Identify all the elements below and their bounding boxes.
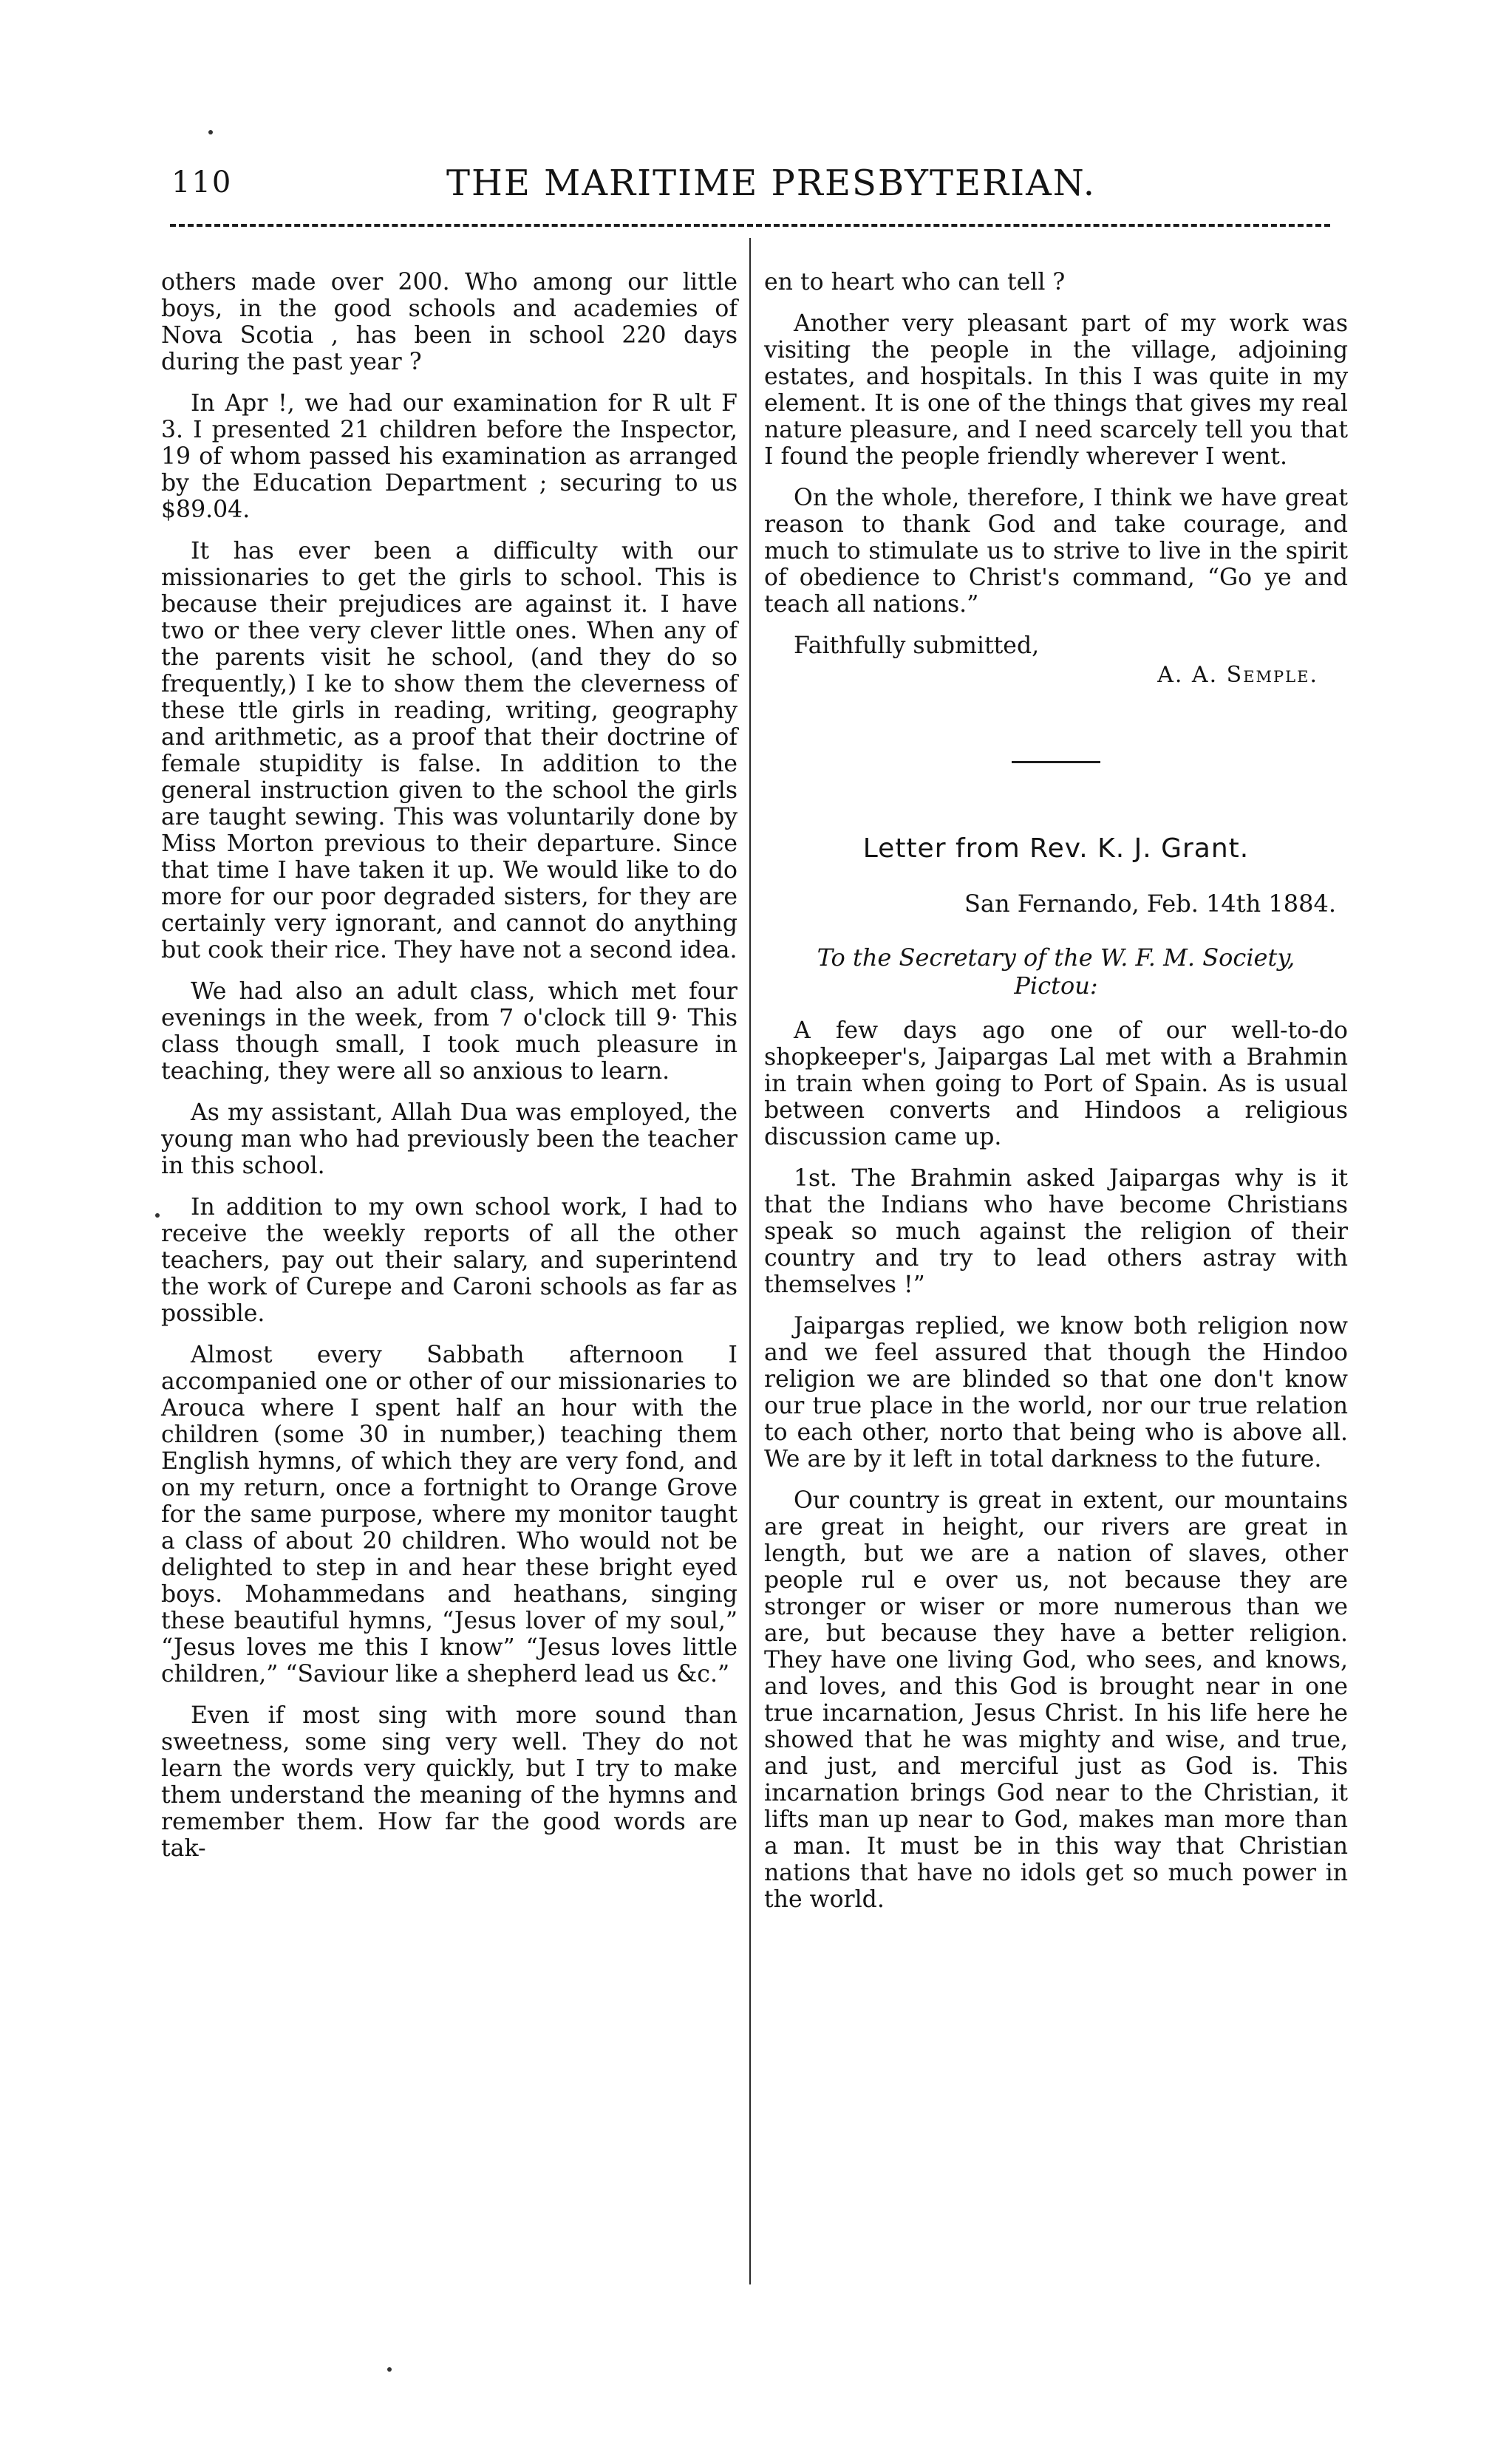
paragraph: en to heart who can tell ?	[764, 269, 1066, 296]
right-column	[764, 269, 1348, 1928]
page-number: 110	[171, 165, 233, 199]
paragraph: In addition to my own school work, I had to receive the weekly reports of all the other teachers, pay out their salary, and superintend the work of Curepe and Caroni schools as far as possible.	[161, 1194, 738, 1327]
signoff: Faithfully submitted,	[794, 632, 1040, 659]
paragraph: Jaipargas replied, we know both religion now and we feel assured that though the Hindoo religion we are blinded so that one don't know our true place in the world, nor our true relation to each other, norto that being who is above all. We are by it left in total darkness to the future.	[764, 1313, 1348, 1472]
paragraph: 1st. The Brahmin asked Jaipargas why is it that the Indians who have become Christians speak so much against the religion of their country and try to lead others astray with themselves !”	[764, 1165, 1348, 1298]
letter-dateline: San Fernando, Feb. 14th 1884.	[964, 890, 1336, 918]
letter-title: Letter from Rev. K. J. Grant.	[862, 833, 1250, 864]
ink-speck	[387, 2367, 392, 2372]
paragraph: Our country is great in extent, our mountains are great in height, our rivers are great in length, but we are a nation of slaves, other people rul e over us, not because they are stronger or wiser or more numerous than we are, but because they have a better religion. They have one living God, who sees, and knows, and loves, and this God is brought near in one true incarnation, Jesus Christ. In his life here he showed that he was mighty and wise, and true, and just, and merciful just as God is. This incarnation brings God near to the Christian, it lifts man up near to God, makes man more than a man. It must be in this way that Christian nations that have no idols get so much power in the world.	[764, 1487, 1348, 1913]
letter-salutation	[764, 943, 1348, 1000]
ink-speck	[208, 130, 213, 134]
left-column	[161, 269, 738, 1877]
header-rule	[170, 224, 1330, 227]
paragraph: It has ever been a difficulty with our missionaries to get the girls to school. This is because their prejudices are against it. I have two or thee very clever little ones. When any of the parents visit he school, (and they do so frequently,) I ke to show them the cleverness of these ttle girls in reading, writing, geography and arithmetic, as a proof that their doctrine of female stupidity is false. In addition to the general instruction given to the school the girls are taught sewing. This was voluntarily done by Miss Morton previous to their departure. Since that time I have taken it up. We would like to do more for our poor degraded sisters, for they are certainly very ignorant, and cannot do anything but cook their rice. They have not a second idea.	[161, 538, 738, 963]
paragraph: Almost every Sabbath afternoon I accompanied one or other of our missionaries to Arouca where I spent half an hour with the children (some 30 in number,) teaching them English hymns, of which they are very fond, and on my return, once a fortnight to Orange Grove for the same purpose, where my monitor taught a class of about 20 children. Who would not be delighted to step in and hear these bright eyed boys. Mohammedans and heathans, singing these beautiful hymns, “Jesus lover of my soul,” “Jesus loves me this I know” “Jesus loves little children,” “Saviour like a shepherd lead us &c.”	[161, 1342, 738, 1687]
section-rule	[1012, 761, 1100, 763]
paragraph: Another very pleasant part of my work was visiting the people in the village, adjoining estates, and hospitals. In this I was quite in my element. It is one of the things that gives my real nature pleasure, and I need scarcely tell you that I found the people friendly wherever I went.	[764, 310, 1348, 470]
ink-speck	[155, 1213, 160, 1218]
signature: A. A. Semple.	[1157, 662, 1318, 688]
paragraph: others made over 200. Who among our little boys, in the good schools and academies of Nova Scotia , has been in school 220 days during the past year ?	[161, 269, 738, 375]
paragraph: In Apr !, we had our examination for R ult F 3. I presented 21 children before the Inspector, 19 of whom passed his examination as arranged by the Education Department ; securing to us $89.04.	[161, 390, 738, 523]
salutation-line: Pictou:	[1014, 972, 1098, 1000]
paragraph: We had also an adult class, which met four evenings in the week, from 7 o'clock till 9· This class though small, I took much pleasure in teaching, they were all so anxious to learn.	[161, 978, 738, 1085]
salutation-line: To the Secretary of the W. F. M. Society,	[817, 943, 1295, 972]
paragraph: Even if most sing with more sound than sweetness, some sing very well. They do not learn the words very quickly, but I try to make them understand the meaning of the hymns and remember them. How far the good words are tak-	[161, 1702, 738, 1862]
running-title: THE MARITIME PRESBYTERIAN.	[446, 163, 1096, 204]
column-divider	[749, 238, 751, 2284]
paragraph: A few days ago one of our well-to-do shopkeeper's, Jaipargas Lal met with a Brahmin in train when going to Port of Spain. As is usual between converts and Hindoos a religious discussion came up.	[764, 1017, 1348, 1150]
paragraph: On the whole, therefore, I think we have great reason to thank God and take courage, and much to stimulate us to strive to live in the spirit of obedience to Christ's command, “Go ye and teach all nations.”	[764, 485, 1348, 618]
paragraph: As my assistant, Allah Dua was employed, the young man who had previously been the teacher in this school.	[161, 1099, 738, 1179]
